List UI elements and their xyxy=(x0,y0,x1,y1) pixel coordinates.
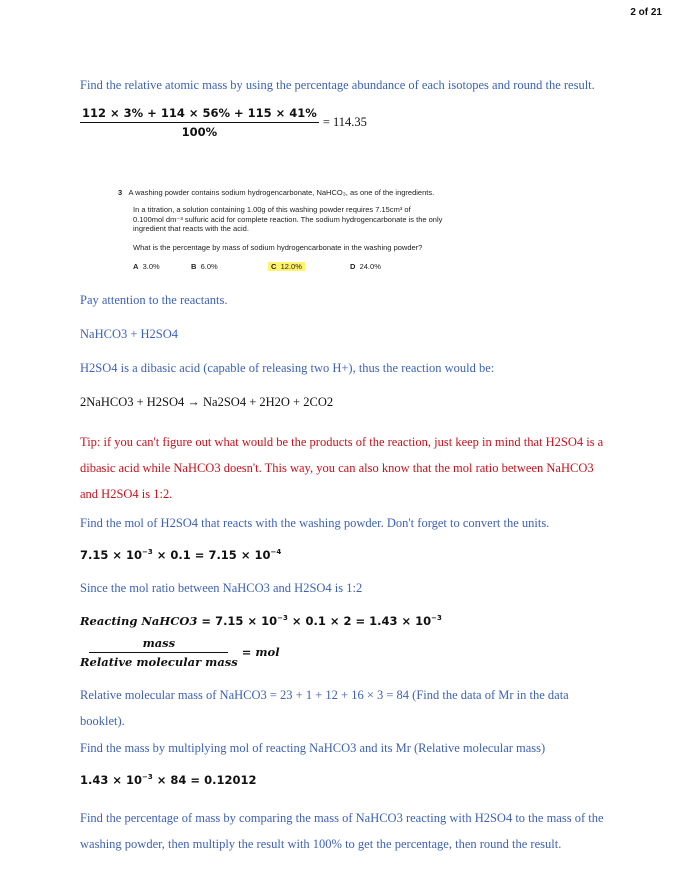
reactants: NaHCO3 + H2SO4 xyxy=(80,327,179,341)
atomic-mass-equation xyxy=(80,106,367,139)
option-d: D 24.0% xyxy=(350,261,381,271)
mr-note: Relative molecular mass of NaHCO3 = 23 + 1 + 12 + 16 × 3 = 84 (Find the data of Mr in the data booklet). xyxy=(80,688,569,728)
question-prompt: What is the percentage by mass of sodium hydrogencarbonate in the washing powder? xyxy=(133,242,423,252)
mol-formula: $\frac{\text{mass}}{\text{Relative molecular mass}}$ = mol xyxy=(80,636,280,669)
tip-line: and H2SO4 is 1:2. xyxy=(80,487,173,501)
percent-instruction: Find the percentage of mass by comparing the mass of NaHCO3 reacting with H2SO4 to the mass of the washing powder, then multiply the result with 100% to get the percentage, then round the result. xyxy=(80,811,604,851)
numerator: 112 × 3% + 114 × 56% + 115 × 41% xyxy=(80,106,319,123)
reacting-calculation: Reacting NaHCO3 = $7.15 \times 10^{-3} \times 0.1 \times 2 = 1.43 \times 10^{-3}$ xyxy=(80,614,442,628)
find-mol-instruction: Find the mol of H2SO4 that reacts with the washing powder. Don't forget to convert the units. xyxy=(80,516,550,530)
question-number: 3 xyxy=(118,188,123,197)
ratio-note: Since the mol ratio between NaHCO3 and H2SO4 is 1:2 xyxy=(80,581,363,595)
question-line: 0.100mol dm⁻³ sulfuric acid for complete reaction. The sodium hydrogencarbonate is the only xyxy=(133,214,443,224)
mass-calculation: $1.43 \times 10^{-3} \times 84 = 0.12012$ xyxy=(80,773,257,787)
tip-line: Tip: if you can't figure out what would be the products of the reaction, just keep in mind that H2SO4 is a xyxy=(80,435,604,449)
option-a: A 3.0% xyxy=(133,261,160,271)
tip-line: dibasic acid while NaHCO3 doesn't. This way, you can also know that the mol ratio between NaHCO3 xyxy=(80,461,594,475)
attention-note: Pay attention to the reactants. xyxy=(80,293,228,307)
question-line: ingredient that reacts with the acid. xyxy=(133,224,249,233)
instruction-atomic-mass: Find the relative atomic mass by using the percentage abundance of each isotopes and round the result. xyxy=(80,78,595,92)
page-indicator: 2 of 21 xyxy=(630,7,662,18)
question-stem: A washing powder contains sodium hydrogencarbonate, NaHCO₃, as one of the ingredients. xyxy=(128,188,435,197)
question-line: In a titration, a solution containing 1.00g of this washing powder requires 7.15cm³ of xyxy=(133,205,411,214)
denominator: 100% xyxy=(181,125,218,139)
reaction-equation: 2NaHCO3 + H2SO4 → Na2SO4 + 2H2O + 2CO2 xyxy=(80,395,334,409)
exam-question xyxy=(118,188,442,271)
find-mass-instruction: Find the mass by multiplying mol of reacting NaHCO3 and its Mr (Relative molecular mass) xyxy=(80,741,546,755)
option-b: B 6.0% xyxy=(191,261,218,271)
tip-box xyxy=(80,429,603,507)
option-c-highlighted: C 12.0% xyxy=(268,262,350,271)
result: = 114.35 xyxy=(322,115,367,129)
dibasic-note: H2SO4 is a dibasic acid (capable of releasing two H+), thus the reaction would be: xyxy=(80,361,495,375)
mol-calculation: $7.15 \times 10^{-3} \times 0.1 = 7.15 \times 10^{-4}$ xyxy=(80,548,282,562)
